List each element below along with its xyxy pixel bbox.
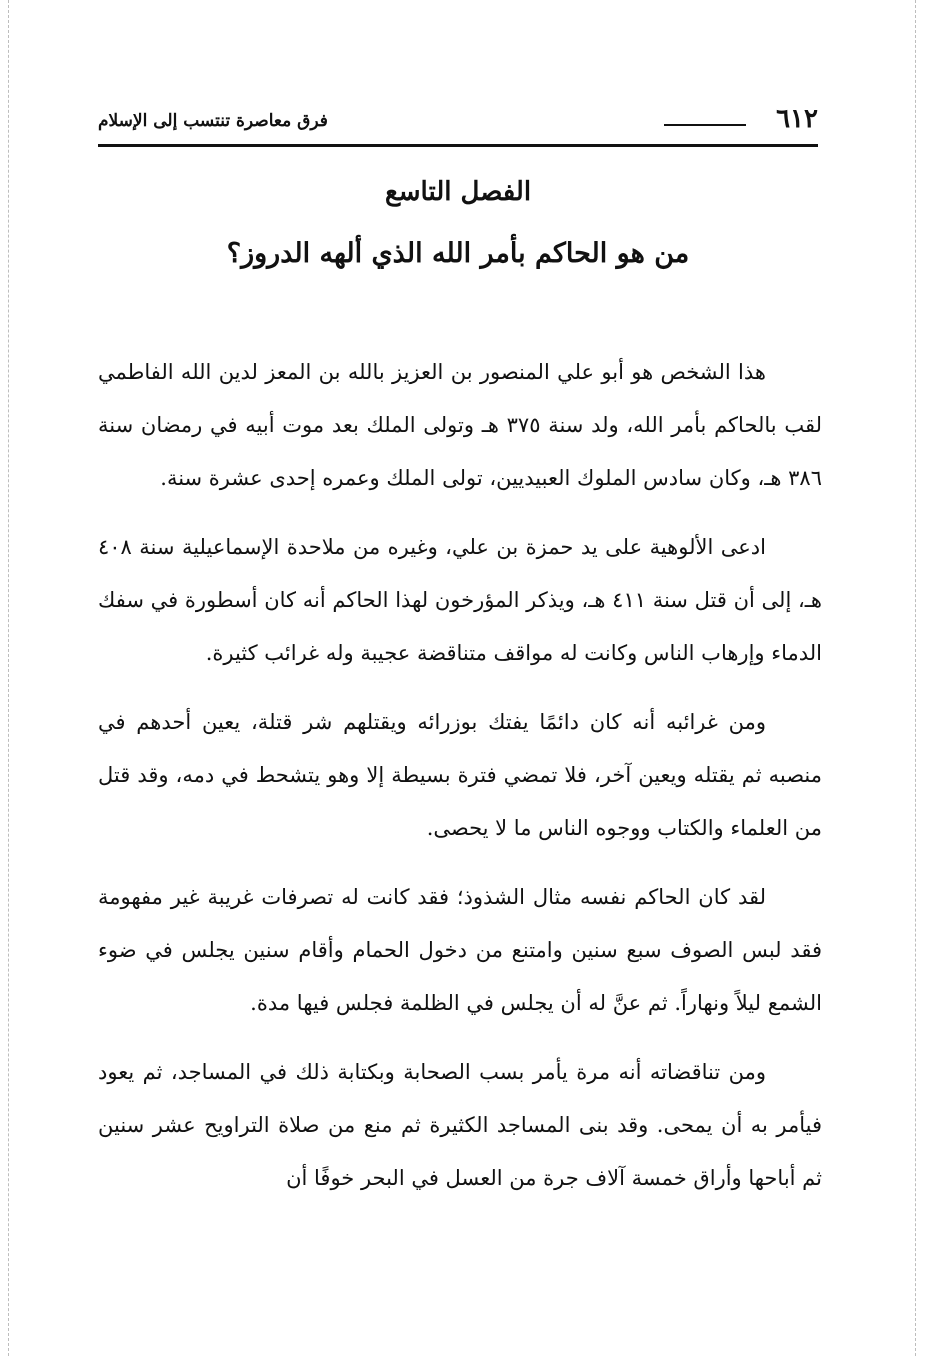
paragraph-3: ومن غرائبه أنه كان دائمًا يفتك بوزرائه ويقتلهم شر قتلة، يعين أحدهم في منصبه ثم يقتله ويعين آخر، فلا تمضي فترة بسيطة إلا وهو يتشحط في دمه، وقد قتل من العلماء والكتاب ووجوه الناس ما لا يحصى. <box>98 710 822 840</box>
header-dash-divider <box>664 124 746 126</box>
paragraph-4: لقد كان الحاكم نفسه مثال الشذوذ؛ فقد كانت له تصرفات غريبة غير مفهومة فقد لبس الصوف سبع سنين وامتنع من دخول الحمام وأقام سنين يجلس في ضوء الشمع ليلاً ونهاراً. ثم عنَّ له أن يجلس في الظلمة فجلس فيها مدة. <box>98 885 822 1015</box>
paragraph-5: ومن تناقضاته أنه مرة يأمر بسب الصحابة وبكتابة ذلك في المساجد، ثم يعود فيأمر به أن يمحى. وقد بنى المساجد الكثيرة ثم منع من صلاة التراويح عشر سنين ثم أباحها وأراق خمسة آلاف جرة من العسل في البحر خوفًا أن <box>98 1060 822 1190</box>
chapter-label: الفصل التاسع <box>384 177 532 207</box>
paragraph-1: هذا الشخص هو أبو علي المنصور بن العزيز بالله بن المعز لدين الله الفاطمي لقب بالحاكم بأمر الله، ولد سنة ٣٧٥ هـ وتولى الملك بعد موت أبيه في رمضان سنة ٣٨٦ هـ، وكان سادس الملوك العبيديين، تولى الملك وعمره إحدى عشرة سنة. <box>98 360 822 490</box>
scan-edge-left <box>8 0 9 1356</box>
scan-edge-right <box>915 0 916 1356</box>
running-header <box>98 104 818 142</box>
paragraph-2: ادعى الألوهية على يد حمزة بن علي، وغيره من ملاحدة الإسماعيلية سنة ٤٠٨ هـ، إلى أن قتل سنة ٤١١ هـ، ويذكر المؤرخون لهذا الحاكم أنه كان أسطورة في سفك الدماء وإرهاب الناس وكانت له مواقف متناقضة عجيبة وله غرائب كثيرة. <box>98 535 822 665</box>
running-title: فرق معاصرة تنتسب إلى الإسلام <box>98 111 328 131</box>
page-number: ٦١٢ <box>776 104 818 134</box>
chapter-title: من هو الحاكم بأمر الله الذي ألهه الدروز؟ <box>226 238 690 269</box>
header-rule <box>98 144 818 147</box>
body-text <box>98 346 822 1205</box>
